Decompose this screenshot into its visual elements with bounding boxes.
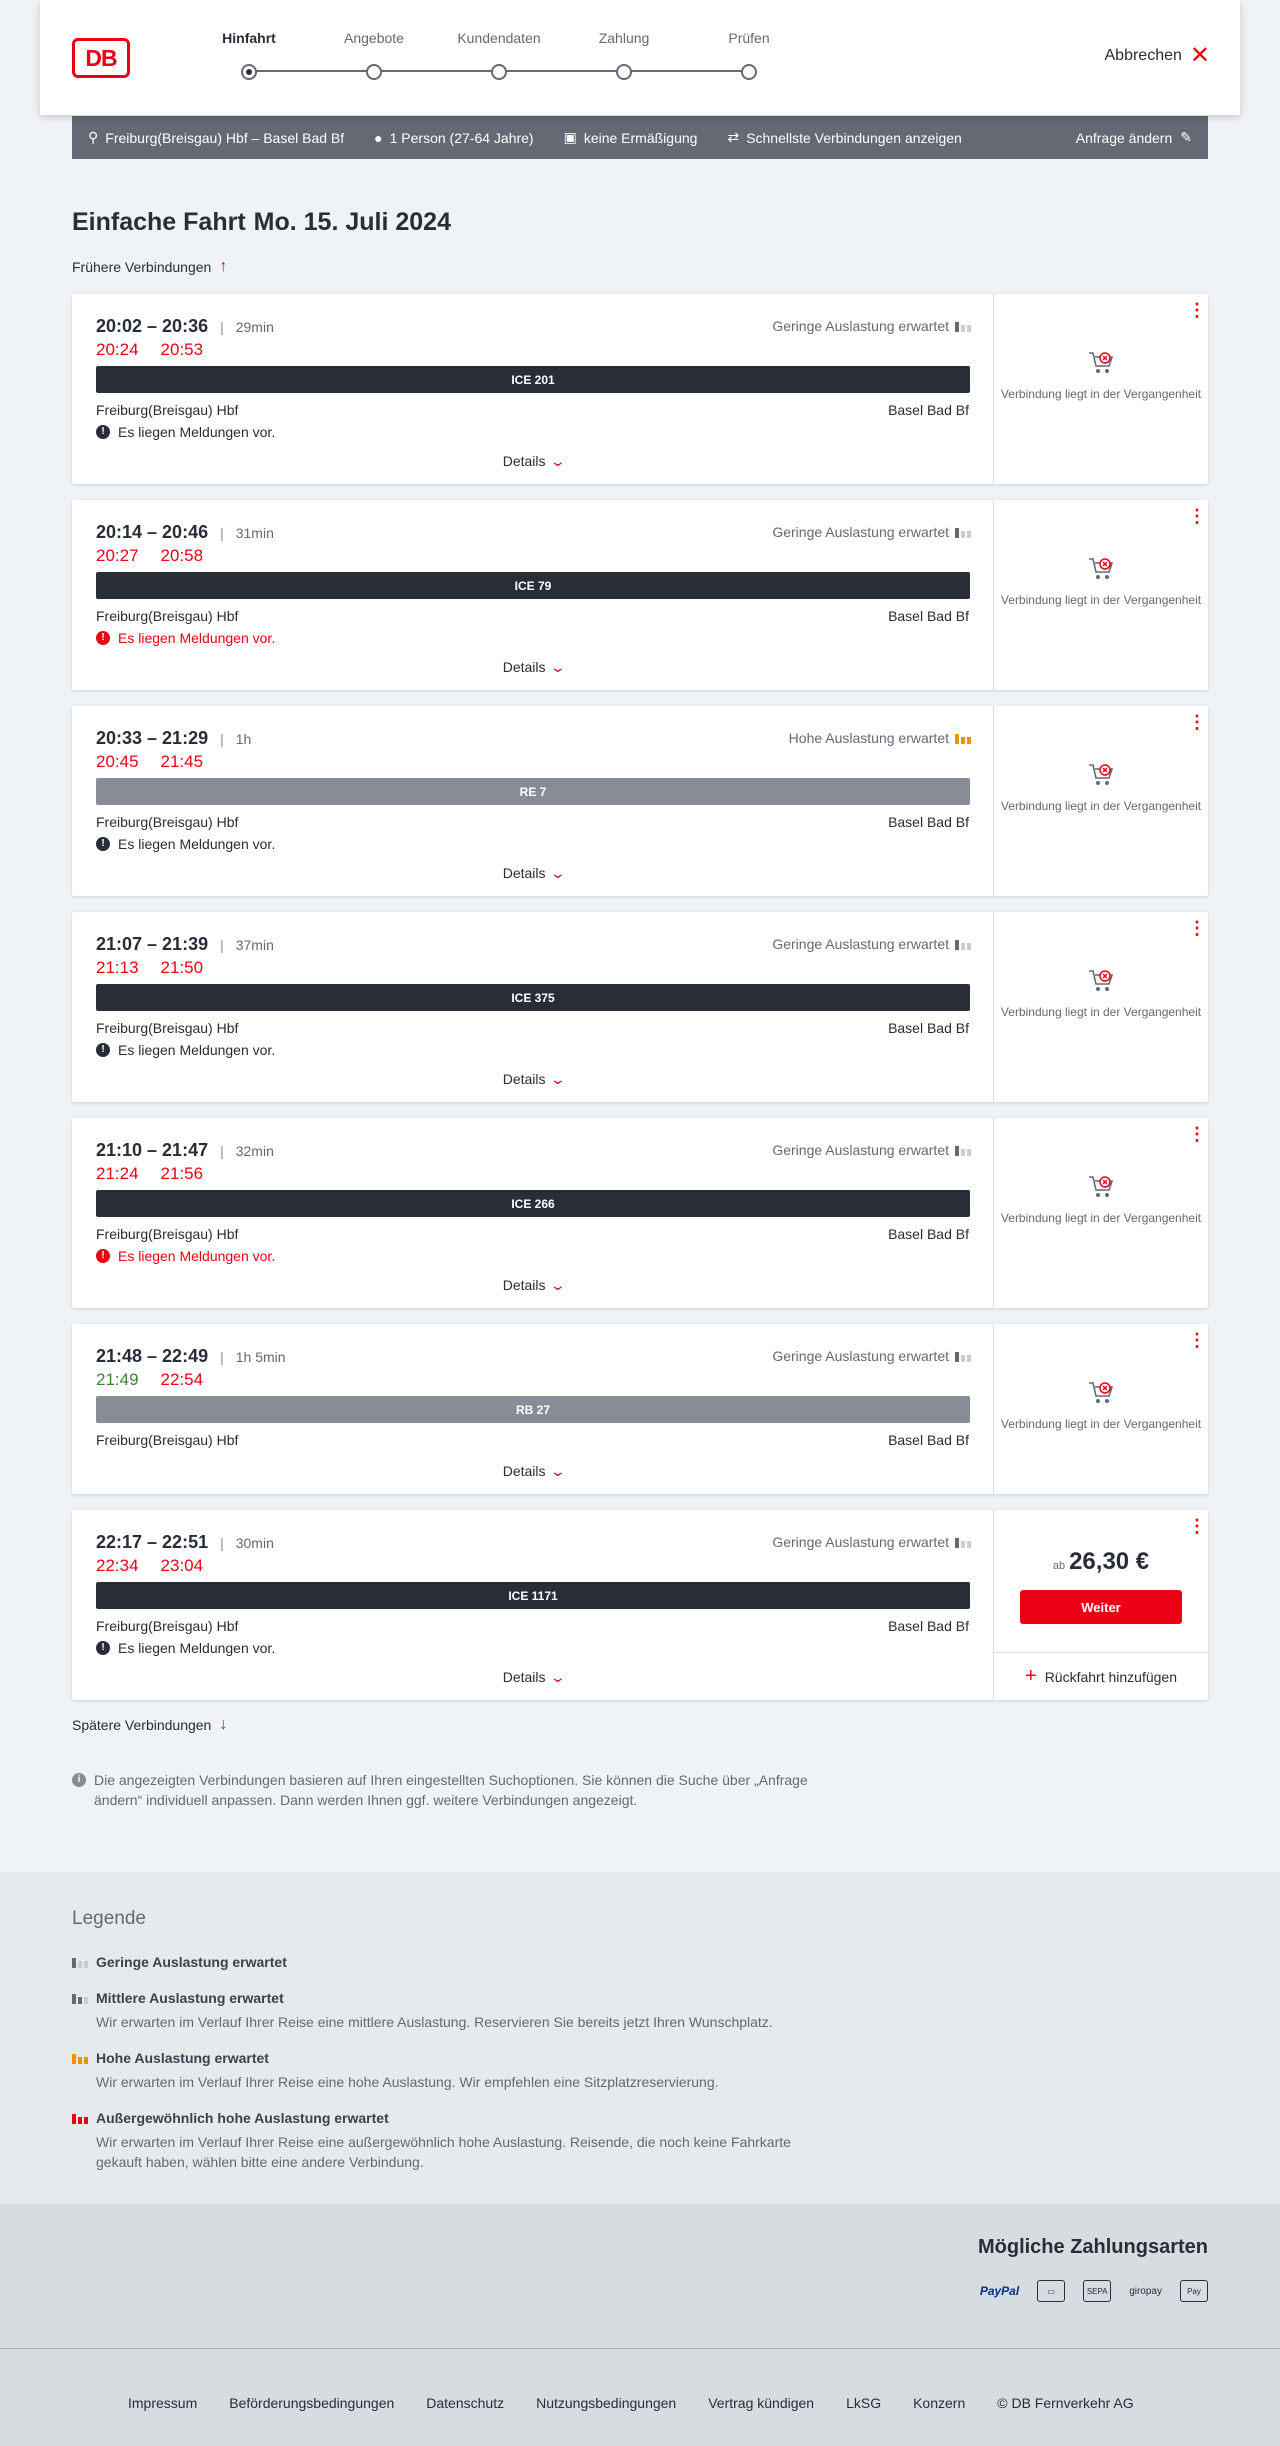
query-persons — [374, 130, 533, 146]
realtime-departure: 20:24 — [96, 340, 139, 359]
origin-station: Freiburg(Breisgau) Hbf — [96, 1432, 239, 1448]
price — [994, 1548, 1208, 1576]
details-toggle[interactable] — [72, 453, 994, 470]
legend-item-title: Hohe Auslastung erwartet — [96, 2050, 269, 2066]
step-dot — [616, 64, 632, 80]
details-label: Details — [502, 453, 546, 469]
duration: 30min — [235, 1534, 274, 1551]
details-label: Details — [502, 865, 546, 881]
train-bar[interactable]: ICE 79 — [96, 572, 970, 599]
destination-station: Basel Bad Bf — [888, 402, 969, 418]
realtime-times — [96, 546, 203, 566]
details-label: Details — [502, 1277, 546, 1293]
change-query-button[interactable] — [1076, 129, 1192, 146]
payment-methods — [0, 2204, 1280, 2348]
legend-item-desc: Wir erwarten im Verlauf Ihrer Reise eine hohe Auslastung. Wir empfehlen eine Sitzplatzreservierung. — [96, 2074, 719, 2090]
duration: 37min — [235, 936, 274, 953]
realtime-departure: 22:34 — [96, 1556, 139, 1575]
low-load-icon — [72, 1956, 88, 1968]
chevron-down-icon: ⌄ — [549, 453, 566, 469]
high-load-icon — [72, 2052, 88, 2064]
connection-main — [72, 294, 994, 484]
load-forecast[interactable] — [772, 936, 971, 952]
step-pruefen — [694, 30, 804, 80]
cart-disabled-icon — [1087, 762, 1115, 788]
message-notice — [96, 1042, 275, 1058]
bahncard-icon: ▣ — [563, 129, 577, 145]
info-icon: i — [72, 1773, 86, 1787]
footer-link-nutzungsbedingungen[interactable]: Nutzungsbedingungen — [536, 2395, 677, 2411]
connection-card[interactable] — [72, 294, 1208, 484]
planned-times: 21:48 – 22:49 — [96, 1346, 209, 1366]
query-bar — [72, 116, 1208, 159]
realtime-arrival: 20:58 — [160, 546, 204, 565]
load-text: Geringe Auslastung erwartet — [772, 524, 949, 540]
load-text: Geringe Auslastung erwartet — [772, 1534, 949, 1550]
train-bar[interactable]: ICE 201 — [96, 366, 970, 393]
realtime-times — [96, 1370, 203, 1390]
db-logo[interactable]: DB — [72, 38, 130, 78]
connection-main — [72, 912, 994, 1102]
message-text: Es liegen Meldungen vor. — [118, 630, 276, 646]
arrow-down-icon: ↓ — [219, 1716, 228, 1733]
cart-disabled-icon — [1087, 1380, 1115, 1406]
realtime-departure: 20:45 — [96, 752, 139, 771]
load-icon — [955, 1350, 971, 1362]
pencil-icon: ✎ — [1180, 129, 1192, 145]
footer — [0, 2348, 1280, 2446]
info-text: Die angezeigten Verbindungen basieren auf Ihren eingestellten Suchoptionen. Sie können die Suche über „Anfrage ändern“ individuell anpassen. Dann werden Ihnen ggf. weitere Verbindungen angezeigt. — [94, 1772, 808, 1808]
train-bar[interactable]: ICE 1171 — [96, 1582, 970, 1609]
message-notice — [96, 1248, 275, 1264]
paypal-icon: PayPal — [979, 2284, 1020, 2298]
load-forecast[interactable] — [772, 524, 971, 540]
planned-times: 22:17 – 22:51 — [96, 1532, 209, 1552]
giropay-icon: giropay — [1129, 2285, 1162, 2297]
schedule-times — [96, 316, 274, 337]
realtime-arrival: 21:45 — [160, 752, 204, 771]
cancel-button[interactable] — [1104, 42, 1211, 69]
realtime-times — [96, 1556, 203, 1576]
alert-icon: ! — [96, 1249, 110, 1263]
details-toggle[interactable] — [72, 1669, 994, 1686]
load-icon — [955, 1536, 971, 1548]
schedule-times — [96, 934, 274, 955]
load-icon — [955, 732, 971, 744]
page-title — [72, 208, 451, 237]
separator: | — [220, 936, 224, 953]
train-bar[interactable]: ICE 375 — [96, 984, 970, 1011]
connection-offer — [994, 1118, 1208, 1308]
switch-arrows-icon: ⇄ — [727, 129, 740, 145]
past-connection-text: Verbindung liegt in der Vergangenheit — [1000, 1417, 1202, 1431]
payment-icons — [980, 2280, 1208, 2302]
more-options-icon[interactable]: ⋮ — [1188, 918, 1206, 938]
more-options-icon[interactable]: ⋮ — [1188, 1330, 1206, 1350]
legend-item-exceptional — [72, 2110, 832, 2172]
destination-station: Basel Bad Bf — [888, 1020, 969, 1036]
past-connection-note — [994, 350, 1208, 402]
connection-offer — [994, 1510, 1208, 1700]
separator: | — [220, 1534, 224, 1551]
alert-icon: ! — [96, 837, 110, 851]
footer-link-lksg[interactable]: LkSG — [846, 2395, 882, 2411]
details-toggle[interactable] — [72, 865, 994, 882]
header — [40, 0, 1240, 115]
credit-card-icon: ▭ — [1037, 2280, 1065, 2302]
past-connection-text: Verbindung liegt in der Vergangenheit — [1000, 1211, 1202, 1225]
query-discount — [564, 129, 698, 146]
step-dot — [366, 64, 382, 80]
step-label: Zahlung — [598, 30, 650, 46]
step-dot — [491, 64, 507, 80]
destination-station: Basel Bad Bf — [888, 814, 969, 830]
duration: 31min — [235, 524, 274, 541]
details-toggle[interactable] — [72, 659, 994, 676]
query-route — [88, 129, 344, 146]
schedule-times — [96, 1140, 274, 1161]
connection-main — [72, 1118, 994, 1308]
separator: | — [220, 524, 224, 541]
more-options-icon[interactable]: ⋮ — [1188, 1124, 1206, 1144]
cart-disabled-icon — [1087, 556, 1115, 582]
load-icon — [955, 1144, 971, 1156]
realtime-times — [96, 1164, 203, 1184]
message-text: Es liegen Meldungen vor. — [118, 1248, 276, 1264]
connection-main — [72, 1324, 994, 1494]
train-bar[interactable]: RB 27 — [96, 1396, 970, 1423]
past-connection-note — [994, 1174, 1208, 1226]
chevron-down-icon: ⌄ — [549, 1071, 566, 1087]
past-connection-text: Verbindung liegt in der Vergangenheit — [1000, 593, 1202, 607]
connection-main — [72, 500, 994, 690]
details-toggle[interactable] — [72, 1071, 994, 1088]
legend-item-medium — [72, 1990, 832, 2032]
alert-icon: ! — [96, 425, 110, 439]
destination-station: Basel Bad Bf — [888, 1226, 969, 1242]
chevron-down-icon: ⌄ — [549, 1277, 566, 1293]
chevron-down-icon: ⌄ — [549, 659, 566, 675]
past-connection-text: Verbindung liegt in der Vergangenheit — [1000, 1005, 1202, 1019]
past-connection-note — [994, 556, 1208, 608]
connection-card[interactable] — [72, 1118, 1208, 1308]
route-text: Freiburg(Breisgau) Hbf – Basel Bad Bf — [105, 129, 345, 146]
load-text: Geringe Auslastung erwartet — [772, 1348, 949, 1364]
continue-button[interactable]: Weiter — [1020, 1590, 1182, 1624]
origin-station: Freiburg(Breisgau) Hbf — [96, 1618, 239, 1634]
load-icon — [955, 526, 971, 538]
mode-text: Schnellste Verbindungen anzeigen — [746, 129, 962, 146]
separator: | — [220, 1142, 224, 1159]
alert-icon: ! — [96, 631, 110, 645]
payment-title: Mögliche Zahlungsarten — [977, 2236, 1208, 2258]
progress-steps — [210, 30, 770, 90]
step-label: Hinfahrt — [222, 30, 276, 46]
planned-times: 21:10 – 21:47 — [96, 1140, 209, 1160]
location-pin-icon: ⚲ — [88, 129, 99, 145]
connection-offer — [994, 706, 1208, 896]
origin-station: Freiburg(Breisgau) Hbf — [96, 402, 239, 418]
trip-type: Einfache Fahrt — [72, 208, 246, 236]
step-hinfahrt — [194, 30, 304, 80]
duration: 29min — [235, 318, 274, 335]
persons-text: 1 Person (27-64 Jahre) — [389, 129, 534, 146]
realtime-arrival: 22:54 — [160, 1370, 204, 1389]
step-label: Kundendaten — [457, 30, 541, 46]
step-zahlung — [569, 30, 679, 80]
connection-offer — [994, 1324, 1208, 1494]
realtime-arrival: 23:04 — [160, 1556, 204, 1575]
cancel-label: Abbrechen — [1104, 47, 1182, 64]
realtime-arrival: 21:50 — [160, 958, 204, 977]
load-forecast[interactable] — [772, 318, 971, 334]
schedule-times — [96, 1346, 286, 1367]
legend — [0, 1872, 1280, 2204]
realtime-times — [96, 752, 203, 772]
realtime-departure: 21:13 — [96, 958, 139, 977]
planned-times: 20:33 – 21:29 — [96, 728, 209, 748]
connection-card[interactable] — [72, 1510, 1208, 1700]
train-bar[interactable]: RE 7 — [96, 778, 970, 805]
destination-station: Basel Bad Bf — [888, 1432, 969, 1448]
info-note — [72, 1770, 852, 1810]
planned-times: 20:02 – 20:36 — [96, 316, 209, 336]
details-label: Details — [502, 1669, 546, 1685]
chevron-down-icon: ⌄ — [549, 1669, 566, 1685]
legend-item-high — [72, 2050, 832, 2092]
destination-station: Basel Bad Bf — [888, 608, 969, 624]
details-toggle[interactable] — [72, 1277, 994, 1294]
duration: 1h — [235, 730, 252, 747]
details-label: Details — [502, 1071, 546, 1087]
footer-link-impressum[interactable]: Impressum — [128, 2395, 198, 2411]
message-notice — [96, 836, 275, 852]
realtime-times — [96, 340, 203, 360]
step-dot — [741, 64, 757, 80]
realtime-departure: 20:27 — [96, 546, 139, 565]
load-forecast[interactable] — [772, 1348, 971, 1364]
details-label: Details — [502, 659, 546, 675]
more-options-icon[interactable]: ⋮ — [1188, 712, 1206, 732]
realtime-arrival: 20:53 — [160, 340, 204, 359]
realtime-departure: 21:24 — [96, 1164, 139, 1183]
connection-card[interactable] — [72, 706, 1208, 896]
legend-item-desc: Wir erwarten im Verlauf Ihrer Reise eine mittlere Auslastung. Reservieren Sie bereits jetzt Ihren Wunschplatz. — [96, 2014, 773, 2030]
realtime-times — [96, 958, 203, 978]
past-connection-text: Verbindung liegt in der Vergangenheit — [1000, 387, 1202, 401]
planned-times: 21:07 – 21:39 — [96, 934, 209, 954]
trip-date: Mo. 15. Juli 2024 — [253, 208, 451, 236]
legend-item-title: Außergewöhnlich hohe Auslastung erwartet — [96, 2110, 389, 2126]
footer-link-konzern[interactable]: Konzern — [913, 2395, 966, 2411]
footer-link-befoerderungsbedingungen[interactable]: Beförderungsbedingungen — [229, 2395, 395, 2411]
arrow-up-icon: ↑ — [219, 258, 228, 275]
legend-item-low — [72, 1954, 832, 1970]
earlier-label: Frühere Verbindungen — [72, 259, 212, 275]
load-text: Geringe Auslastung erwartet — [772, 1142, 949, 1158]
schedule-times — [96, 728, 251, 749]
message-text: Es liegen Meldungen vor. — [118, 424, 276, 440]
cart-disabled-icon — [1087, 968, 1115, 994]
legend-title: Legende — [72, 1908, 146, 1929]
more-options-icon[interactable]: ⋮ — [1188, 300, 1206, 320]
duration: 32min — [235, 1142, 274, 1159]
details-label: Details — [502, 1463, 546, 1479]
connection-offer — [994, 912, 1208, 1102]
close-icon: ✕ — [1189, 42, 1210, 69]
load-text: Geringe Auslastung erwartet — [772, 318, 949, 334]
legend-item-title: Mittlere Auslastung erwartet — [96, 1990, 284, 2006]
query-mode — [727, 129, 961, 146]
past-connection-note — [994, 968, 1208, 1020]
apple-pay-icon: Pay — [1180, 2280, 1208, 2302]
message-notice — [96, 630, 275, 646]
more-options-icon[interactable]: ⋮ — [1188, 506, 1206, 526]
duration: 1h 5min — [235, 1348, 286, 1365]
connection-offer — [994, 500, 1208, 690]
message-notice — [96, 424, 275, 440]
sepa-icon: SEPA — [1083, 2280, 1111, 2302]
legend-item-desc: Wir erwarten im Verlauf Ihrer Reise eine außergewöhnlich hohe Auslastung. Reisende, die noch keine Fahrkarte gekauft haben, wählen bitte eine andere Verbindung. — [96, 2134, 791, 2170]
message-text: Es liegen Meldungen vor. — [118, 1640, 276, 1656]
connection-offer — [994, 294, 1208, 484]
train-bar[interactable]: ICE 266 — [96, 1190, 970, 1217]
more-options-icon[interactable]: ⋮ — [1188, 1516, 1206, 1536]
later-connections-link[interactable] — [72, 1716, 227, 1734]
origin-station: Freiburg(Breisgau) Hbf — [96, 608, 239, 624]
medium-load-icon — [72, 1992, 88, 2004]
footer-link-vertrag-kuendigen[interactable]: Vertrag kündigen — [708, 2395, 815, 2411]
plus-icon: + — [1025, 1665, 1037, 1687]
alert-icon: ! — [96, 1043, 110, 1057]
load-text: Geringe Auslastung erwartet — [772, 936, 949, 952]
realtime-departure: 21:49 — [96, 1370, 139, 1389]
load-icon — [955, 938, 971, 950]
footer-link-datenschutz[interactable]: Datenschutz — [426, 2395, 505, 2411]
message-text: Es liegen Meldungen vor. — [118, 836, 276, 852]
past-connection-text: Verbindung liegt in der Vergangenheit — [1000, 799, 1202, 813]
step-angebote — [319, 30, 429, 80]
planned-times: 20:14 – 20:46 — [96, 522, 209, 542]
later-label: Spätere Verbindungen — [72, 1717, 212, 1733]
price-value: 26,30 € — [1069, 1548, 1150, 1575]
separator: | — [220, 1348, 224, 1365]
change-query-label: Anfrage ändern — [1075, 129, 1173, 146]
alert-icon: ! — [96, 1641, 110, 1655]
destination-station: Basel Bad Bf — [888, 1618, 969, 1634]
load-forecast[interactable] — [789, 730, 971, 746]
load-forecast[interactable] — [772, 1142, 971, 1158]
origin-station: Freiburg(Breisgau) Hbf — [96, 1226, 239, 1242]
chevron-down-icon: ⌄ — [549, 865, 566, 881]
exceptional-load-icon — [72, 2112, 88, 2124]
footer-copyright: © DB Fernverkehr AG — [997, 2395, 1134, 2411]
load-forecast[interactable] — [772, 1534, 971, 1550]
add-return-label: Rückfahrt hinzufügen — [1044, 1668, 1177, 1685]
message-text: Es liegen Meldungen vor. — [118, 1042, 276, 1058]
schedule-times — [96, 522, 274, 543]
schedule-times — [96, 1532, 274, 1553]
earlier-connections-link[interactable] — [72, 258, 227, 276]
past-connection-note — [994, 762, 1208, 814]
cart-disabled-icon — [1087, 1174, 1115, 1200]
past-connection-note — [994, 1380, 1208, 1432]
step-label: Prüfen — [728, 30, 770, 46]
connection-main — [72, 706, 994, 896]
load-icon — [955, 320, 971, 332]
connection-card[interactable] — [72, 500, 1208, 690]
realtime-arrival: 21:56 — [160, 1164, 204, 1183]
connection-card[interactable] — [72, 1324, 1208, 1494]
step-dot — [241, 64, 257, 80]
separator: | — [220, 318, 224, 335]
add-return-button[interactable] — [994, 1652, 1208, 1700]
person-icon: ● — [374, 129, 383, 146]
origin-station: Freiburg(Breisgau) Hbf — [96, 1020, 239, 1036]
separator: | — [220, 730, 224, 747]
discount-text: keine Ermäßigung — [583, 129, 698, 146]
step-kundendaten — [444, 30, 554, 80]
legend-item-title: Geringe Auslastung erwartet — [96, 1954, 287, 1970]
connection-main — [72, 1510, 994, 1700]
connection-card[interactable] — [72, 912, 1208, 1102]
message-notice — [96, 1640, 275, 1656]
cart-disabled-icon — [1087, 350, 1115, 376]
step-label: Angebote — [344, 30, 404, 46]
price-prefix: ab — [1052, 1560, 1066, 1572]
chevron-down-icon: ⌄ — [549, 1463, 566, 1479]
load-text: Hohe Auslastung erwartet — [788, 730, 949, 746]
details-toggle[interactable] — [72, 1463, 994, 1480]
origin-station: Freiburg(Breisgau) Hbf — [96, 814, 239, 830]
footer-links — [128, 2395, 1134, 2411]
